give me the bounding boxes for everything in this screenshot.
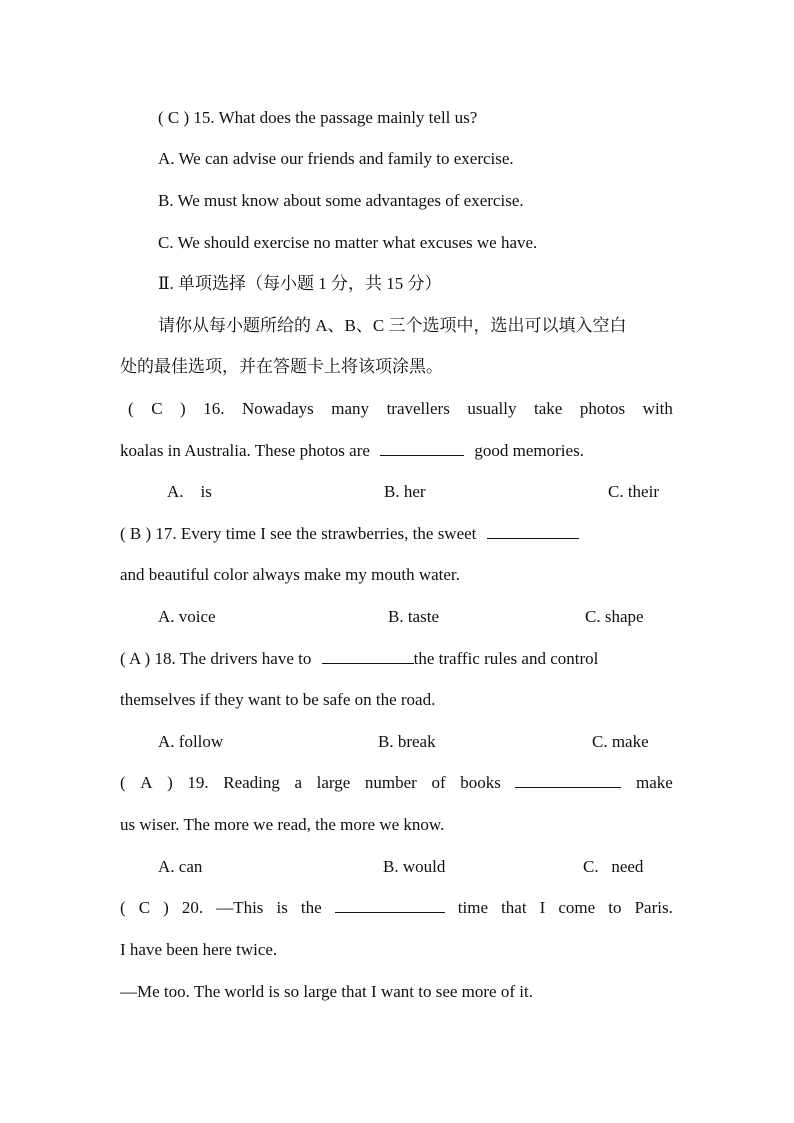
section-instruction-line-2: 处的最佳选项，并在答题卡上将该项涂黑。: [120, 357, 443, 376]
q15-option-c: C. We should exercise no matter what excuses we have.: [158, 233, 538, 252]
word: number: [364, 773, 417, 792]
word: the: [300, 898, 322, 917]
answer-blank: [322, 646, 414, 664]
word: Reading: [223, 773, 280, 792]
question-20-line-3: —Me too. The world is so large that I want to see more of it.: [120, 982, 533, 1001]
question-number: 20.: [181, 898, 204, 917]
q15-option-a: A. We can advise our friends and family to exercise.: [158, 149, 514, 168]
paren-close: ): [167, 773, 173, 792]
question-16-line-2: [120, 438, 673, 464]
stem-text: koalas in Australia. These photos are: [120, 441, 375, 460]
word: —This: [216, 898, 264, 917]
q17-option-a: A. voice: [158, 607, 216, 626]
paren-close: ): [163, 898, 169, 917]
question-17-line-1: [120, 521, 673, 547]
section-heading: Ⅱ. 单项选择（每小题 1 分，共 15 分）: [158, 274, 442, 293]
stem-text: ( A ) 18. The drivers have to: [120, 649, 316, 668]
question-20-line-1: [120, 895, 673, 921]
q18-option-a: A. follow: [158, 732, 224, 751]
q19-options: [158, 854, 673, 880]
paren-close: ): [180, 399, 186, 418]
question-15: ( C ) 15. What does the passage mainly tell us?: [158, 108, 478, 127]
word: of: [431, 773, 446, 792]
q18-option-c: C. make: [592, 732, 649, 751]
word: photos: [579, 399, 626, 418]
answer-blank: [487, 521, 579, 539]
word: to: [608, 898, 622, 917]
word: travellers: [386, 399, 450, 418]
q17-option-b: B. taste: [388, 607, 439, 626]
answer-mark: C: [151, 399, 163, 418]
word: books: [460, 773, 501, 792]
answer-mark: C: [138, 898, 151, 917]
question-18-line-2: themselves if they want to be safe on the road.: [120, 690, 436, 709]
q16-option-a: A. is: [167, 482, 212, 501]
q15-option-b: B. We must know about some advantages of exercise.: [158, 191, 524, 210]
word: take: [533, 399, 563, 418]
q17-options: [158, 604, 673, 630]
stem-text: ( B ) 17. Every time I see the strawberries, the sweet: [120, 524, 481, 543]
word: is: [276, 898, 288, 917]
q17-option-c: C. shape: [585, 607, 644, 626]
word: make: [636, 773, 673, 792]
q16-option-b: B. her: [384, 482, 426, 501]
paren-open: (: [120, 773, 126, 792]
question-16-line-1: [120, 396, 673, 422]
word: that: [501, 898, 527, 917]
question-number: 16.: [203, 399, 225, 418]
q16-options: [167, 479, 667, 505]
word: with: [642, 399, 673, 418]
word: time: [457, 898, 489, 917]
q16-option-c: C. their: [608, 482, 659, 501]
q18-option-b: B. break: [378, 732, 436, 751]
word: many: [331, 399, 370, 418]
paren-open: (: [120, 898, 126, 917]
paren-open: (: [128, 399, 134, 418]
word: come: [558, 898, 596, 917]
q19-option-a: A. can: [158, 857, 203, 876]
q19-option-b: B. would: [383, 857, 446, 876]
section-instruction-line-1: 请你从每小题所给的 A、B、C 三个选项中，选出可以填入空白: [158, 316, 627, 335]
answer-mark: A: [140, 773, 153, 792]
word: I: [539, 898, 546, 917]
word: Nowadays: [242, 399, 314, 418]
question-19-line-1: [120, 770, 673, 796]
q18-options: [158, 729, 673, 755]
question-19-line-2: us wiser. The more we read, the more we know.: [120, 815, 445, 834]
q19-option-c: C. need: [583, 857, 644, 876]
word: large: [316, 773, 351, 792]
word: a: [294, 773, 303, 792]
answer-blank: [380, 438, 464, 456]
question-20-line-2: I have been here twice.: [120, 940, 278, 959]
stem-text: good memories.: [470, 441, 584, 460]
answer-blank: [335, 895, 445, 913]
question-number: 19.: [187, 773, 209, 792]
question-17-line-2: and beautiful color always make my mouth water.: [120, 565, 460, 584]
question-18-line-1: [120, 646, 673, 672]
answer-blank: [515, 770, 621, 788]
word: usually: [467, 399, 517, 418]
word: Paris.: [634, 898, 673, 917]
stem-text: the traffic rules and control: [413, 649, 599, 668]
